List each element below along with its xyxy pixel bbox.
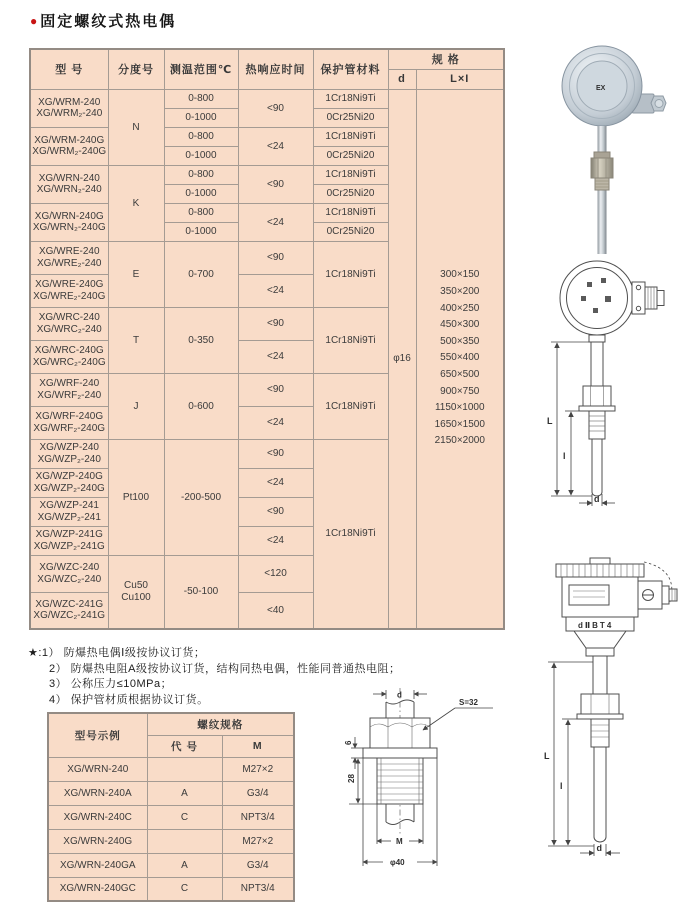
- thread-header-code: 代 号: [147, 735, 222, 757]
- table-row: XG/WRN-240G M27×2: [48, 829, 294, 853]
- material-cell: 1Cr18Ni9Ti: [313, 165, 388, 184]
- page-title-text: 固定螺纹式热电偶: [40, 13, 177, 30]
- graduation-cell: Cu50 Cu100: [108, 555, 164, 629]
- response-cell: <90: [238, 497, 313, 526]
- thread-fitting-drawing: [343, 686, 523, 898]
- fitting-thread: [377, 758, 423, 804]
- photo-hex-nut: [591, 158, 613, 178]
- range-cell: 0-800: [164, 127, 238, 146]
- drawing-side-flange: [632, 282, 645, 314]
- range-cell: 0-800: [164, 89, 238, 108]
- ex-stem: [593, 656, 607, 694]
- col-header-range: 测温范围℃: [164, 49, 238, 89]
- response-cell: <90: [238, 439, 313, 468]
- fitting-flange: [363, 748, 437, 758]
- response-cell: <120: [238, 555, 313, 592]
- material-cell: 0Cr25Ni20: [313, 184, 388, 203]
- model-cell: XG/WRE-240 XG/WRE₂-240: [30, 241, 108, 274]
- response-cell: <90: [238, 307, 313, 340]
- table-row: XG/WRN-240C C NPT3/4: [48, 805, 294, 829]
- graduation-cell: K: [108, 165, 164, 241]
- table-row: XG/WRN-240GA A G3/4: [48, 853, 294, 877]
- material-cell: 1Cr18Ni9Ti: [313, 127, 388, 146]
- drawing-probe: [592, 439, 602, 496]
- model-cell: XG/WZP-241 XG/WZP₂-241: [30, 497, 108, 526]
- response-cell: <24: [238, 406, 313, 439]
- dim-label-d: d: [596, 843, 602, 853]
- note-line: 3） 公称压力≤10MPa；: [49, 678, 173, 690]
- red-bullet-icon: ●: [30, 14, 38, 28]
- note-line: ★:1） 防爆热电偶Ⅰ级按协议订货；: [28, 647, 206, 659]
- ex-ribbed-cap: [556, 564, 644, 577]
- dim-label-L: L: [544, 751, 550, 761]
- fitting-hex: [370, 718, 430, 748]
- model-cell: XG/WRF-240G XG/WRF₂-240G: [30, 406, 108, 439]
- drawing-head: [560, 261, 634, 335]
- model-cell: XG/WRN-240G XG/WRN₂-240G: [30, 203, 108, 241]
- dim-label-d: d: [397, 690, 402, 700]
- dim-label-dia40: φ40: [390, 858, 405, 867]
- col-header-material: 保护管材料: [313, 49, 388, 89]
- model-cell: XG/WZC-241G XG/WZC₂-241G: [30, 592, 108, 629]
- range-cell: 0-1000: [164, 222, 238, 241]
- drawing-stem: [591, 342, 603, 386]
- material-cell: 1Cr18Ni9Ti: [313, 439, 388, 629]
- material-cell: 0Cr25Ni20: [313, 146, 388, 165]
- note-line: 2） 防爆热电阻A级按协议订货，结构同热电偶，性能同普通热电阻；: [49, 662, 401, 675]
- graduation-cell: Pt100: [108, 439, 164, 555]
- model-cell: XG/WRC-240 XG/WRC₂-240: [30, 307, 108, 340]
- range-cell: 0-800: [164, 165, 238, 184]
- range-cell: 0-800: [164, 203, 238, 222]
- dimension-drawing: [543, 256, 680, 506]
- thread-spec-table: [47, 712, 295, 902]
- model-cell: XG/WZC-240 XG/WZC₂-240: [30, 555, 108, 592]
- note-line: 4） 保护管材质根据协议订货。: [49, 693, 209, 706]
- model-cell: XG/WRN-240 XG/WRN₂-240: [30, 165, 108, 203]
- drawing-thread: [589, 411, 605, 439]
- response-cell: <90: [238, 373, 313, 406]
- response-cell: <24: [238, 203, 313, 241]
- spec-table: [29, 48, 505, 630]
- response-cell: <40: [238, 592, 313, 629]
- dim-label-28: 28: [347, 774, 356, 783]
- thread-header-m: M: [222, 735, 294, 757]
- response-cell: <24: [238, 274, 313, 307]
- dim-label-m: M: [396, 837, 403, 846]
- ex-thread: [591, 719, 609, 747]
- ex-probe: [594, 747, 606, 842]
- col-header-spec: 规 格: [388, 49, 504, 69]
- photo-ex-marking: EX: [596, 85, 606, 92]
- range-cell: 0-1000: [164, 108, 238, 127]
- d-cell: φ16: [388, 89, 416, 629]
- col-header-lxi: L×I: [416, 69, 504, 89]
- graduation-cell: N: [108, 89, 164, 165]
- range-cell: -50-100: [164, 555, 238, 629]
- response-cell: <90: [238, 165, 313, 203]
- table-row: XG/WRN-240 M27×2: [48, 757, 294, 781]
- drawing-hex-nut: [583, 386, 611, 406]
- response-cell: <24: [238, 526, 313, 555]
- graduation-cell: J: [108, 373, 164, 439]
- range-cell: 0-1000: [164, 146, 238, 165]
- material-cell: 1Cr18Ni9Ti: [313, 307, 388, 373]
- col-header-graduation: 分度号: [108, 49, 164, 89]
- range-cell: 0-600: [164, 373, 238, 439]
- model-cell: XG/WRM-240G XG/WRM₂-240G: [30, 127, 108, 165]
- material-cell: 0Cr25Ni20: [313, 222, 388, 241]
- material-cell: 0Cr25Ni20: [313, 108, 388, 127]
- model-cell: XG/WRM-240 XG/WRM₂-240: [30, 89, 108, 127]
- explosion-proof-drawing: [538, 550, 680, 880]
- model-cell: XG/WZP-240 XG/WZP₂-240: [30, 439, 108, 468]
- range-cell: -200-500: [164, 439, 238, 555]
- col-header-model: 型 号: [30, 49, 108, 89]
- response-cell: <24: [238, 340, 313, 373]
- lxi-cell: 300×150 350×200 400×250 450×300 500×350 550×400 650×500 900×750 1150×1000 1650×1500 2150×2000: [416, 89, 504, 629]
- material-cell: 1Cr18Ni9Ti: [313, 241, 388, 307]
- graduation-cell: T: [108, 307, 164, 373]
- response-cell: <24: [238, 127, 313, 165]
- col-header-d: d: [388, 69, 416, 89]
- dim-label-d: d: [594, 494, 600, 504]
- model-cell: XG/WZP-240G XG/WZP₂-240G: [30, 468, 108, 497]
- dim-label-6: 6: [344, 740, 353, 745]
- model-cell: XG/WRE-240G XG/WRE₂-240G: [30, 274, 108, 307]
- material-cell: 1Cr18Ni9Ti: [313, 203, 388, 222]
- range-cell: 0-700: [164, 241, 238, 307]
- response-cell: <90: [238, 89, 313, 127]
- response-cell: <90: [238, 241, 313, 274]
- ex-hex-nut: [581, 694, 619, 714]
- dim-label-L: L: [547, 416, 553, 426]
- range-cell: 0-1000: [164, 184, 238, 203]
- table-row: XG/WRN-240GC C NPT3/4: [48, 877, 294, 901]
- page-title: [30, 10, 176, 31]
- response-cell: <24: [238, 468, 313, 497]
- material-cell: 1Cr18Ni9Ti: [313, 373, 388, 439]
- ex-marking-text: dⅡBT4: [578, 621, 614, 630]
- thermocouple-photo: [550, 42, 670, 254]
- dim-label-s32: S=32: [459, 698, 478, 707]
- thread-header-group: 螺纹规格: [147, 713, 294, 735]
- model-cell: XG/WRF-240 XG/WRF₂-240: [30, 373, 108, 406]
- dim-label-l: l: [560, 781, 563, 791]
- col-header-response: 热响应时间: [238, 49, 313, 89]
- material-cell: 1Cr18Ni9Ti: [313, 89, 388, 108]
- model-cell: XG/WZP-241G XG/WZP₂-241G: [30, 526, 108, 555]
- thread-header-model: 型号示例: [48, 713, 147, 757]
- graduation-cell: E: [108, 241, 164, 307]
- ex-neck: [574, 631, 626, 648]
- model-cell: XG/WRC-240G XG/WRC₂-240G: [30, 340, 108, 373]
- range-cell: 0-350: [164, 307, 238, 373]
- dim-label-l: l: [563, 451, 566, 461]
- table-row: XG/WRN-240A A G3/4: [48, 781, 294, 805]
